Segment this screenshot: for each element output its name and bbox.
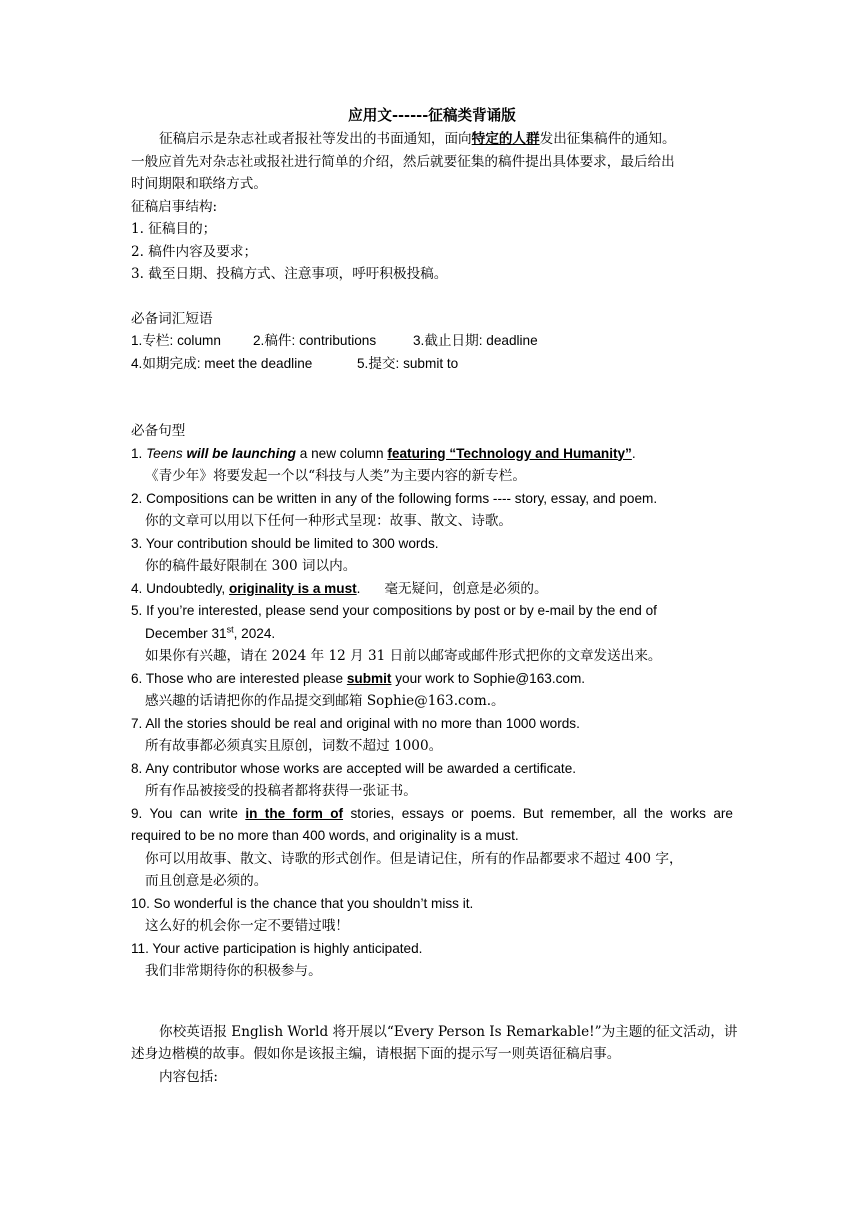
vocab-item-3: 3.截止日期: deadline xyxy=(413,333,538,348)
structure-item-1: 1. 征稿目的； xyxy=(131,221,217,237)
intro-line-3: 时间期限和联络方式。 xyxy=(131,176,267,192)
intro-line-2: 一般应首先对杂志社或报社进行简单的介绍，然后就要征集的稿件提出具体要求，最后给出 xyxy=(131,153,675,170)
sentence-7-zh: 所有故事都必须真实且原创，词数不超过 1000。 xyxy=(145,738,443,754)
sentence-8-en: 8. Any contributor whose works are accepted will be awarded a certificate. xyxy=(131,760,577,776)
sentence-5-en-2: December 31st, 2024. xyxy=(145,623,276,641)
vocab-item-2: 2.稿件: contributions xyxy=(253,333,377,348)
spacer xyxy=(131,375,733,420)
vocab-item-5: 5.提交: submit to xyxy=(357,355,459,371)
structure-heading: 征稿启事结构: xyxy=(131,198,218,215)
sentence-9-zh-1: 你可以用故事、散文、诗歌的形式创作。但是请记住，所有的作品都要求不超过 400 字， xyxy=(145,850,683,867)
sentences-heading: 必备句型 xyxy=(131,423,186,439)
sentence-5-en-1: 5. If you’re interested, please send your compositions by post or by e-mail by the end of xyxy=(131,603,657,618)
task-line-1: 你校英语报 English World 将开展以“Every Person Is Remarkable!”为主题的征文活动，讲 xyxy=(159,1023,738,1040)
vocab-row-2 xyxy=(131,353,733,376)
structure-item-2: 2. 稿件内容及要求； xyxy=(131,243,258,260)
vocab-heading: 必备词汇短语 xyxy=(131,310,213,327)
sentence-6-en: 6. Those who are interested please submit your work to Sophie@163.com. xyxy=(131,670,586,686)
sentence-8-zh: 所有作品被接受的投稿者都将获得一张证书。 xyxy=(145,783,417,799)
sentence-10-en: 10. So wonderful is the chance that you shouldn’t miss it. xyxy=(131,895,474,911)
sentence-2-en: 2. Compositions can be written in any of the following forms ---- story, essay, and poem. xyxy=(131,490,658,506)
spacer xyxy=(131,286,733,308)
sentence-7-en: 7. All the stories should be real and original with no more than 1000 words. xyxy=(131,715,580,731)
sentence-1-zh: 《青少年》将要发起一个以“科技与人类”为主要内容的新专栏。 xyxy=(145,468,526,484)
sentence-3-en: 3. Your contribution should be limited to 300 words. xyxy=(131,535,439,551)
intro-line-1: 征稿启示是杂志社或者报社等发出的书面通知，面向特定的人群发出征集稿件的通知。 xyxy=(159,131,676,147)
task-line-3: 内容包括: xyxy=(159,1068,218,1085)
sentence-1-en: 1. Teens will be launching a new column featuring “Technology and Humanity”. xyxy=(131,445,636,461)
structure-item-3: 3. 截至日期、投稿方式、注意事项，呼吁积极投稿。 xyxy=(131,266,448,282)
spacer xyxy=(131,983,733,1021)
task-line-2: 述身边楷模的故事。假如你是该报主编，请根据下面的提示写一则英语征稿启事。 xyxy=(131,1046,621,1062)
vocab-row-1 xyxy=(131,330,733,353)
sentence-6-zh: 感兴趣的话请把你的作品提交到邮箱 Sophie@163.com.。 xyxy=(145,693,505,709)
sentence-9-zh-2: 而且创意是必须的。 xyxy=(145,873,268,889)
sentence-11-en: 11. Your active participation is highly anticipated. xyxy=(131,940,423,956)
vocab-item-1: 1.专栏: column xyxy=(131,333,221,348)
document-page xyxy=(131,104,738,1088)
emphasis-target-group: 特定的人群 xyxy=(471,131,540,147)
sentence-4-zh: 毫无疑问，创意是必须的。 xyxy=(384,580,548,597)
sentence-4: 4. Undoubtedly, originality is a must. 毫无疑问，创意是必须的。 xyxy=(131,580,548,597)
sentence-11-zh: 我们非常期待你的积极参与。 xyxy=(145,963,322,979)
sentence-10-zh: 这么好的机会你一定不要错过哦！ xyxy=(145,918,349,934)
vocab-item-4: 4.如期完成: meet the deadline xyxy=(131,355,313,371)
sentence-9-en-2: required to be no more than 400 words, and originality is a must. xyxy=(131,828,519,843)
sentence-2-zh: 你的文章可以用以下任何一种形式呈现：故事、散文、诗歌。 xyxy=(145,513,513,529)
sentence-3-zh: 你的稿件最好限制在 300 词以内。 xyxy=(145,558,357,574)
sentence-5-zh: 如果你有兴趣，请在 2024 年 12 月 31 日前以邮寄或邮件形式把你的文章发送出来。 xyxy=(145,648,662,664)
sentence-9-en-1: 9. You can write in the form of stories, essays or poems. But remember, all the works are xyxy=(131,805,733,821)
page-title: 应用文------征稿类背诵版 xyxy=(348,107,516,124)
